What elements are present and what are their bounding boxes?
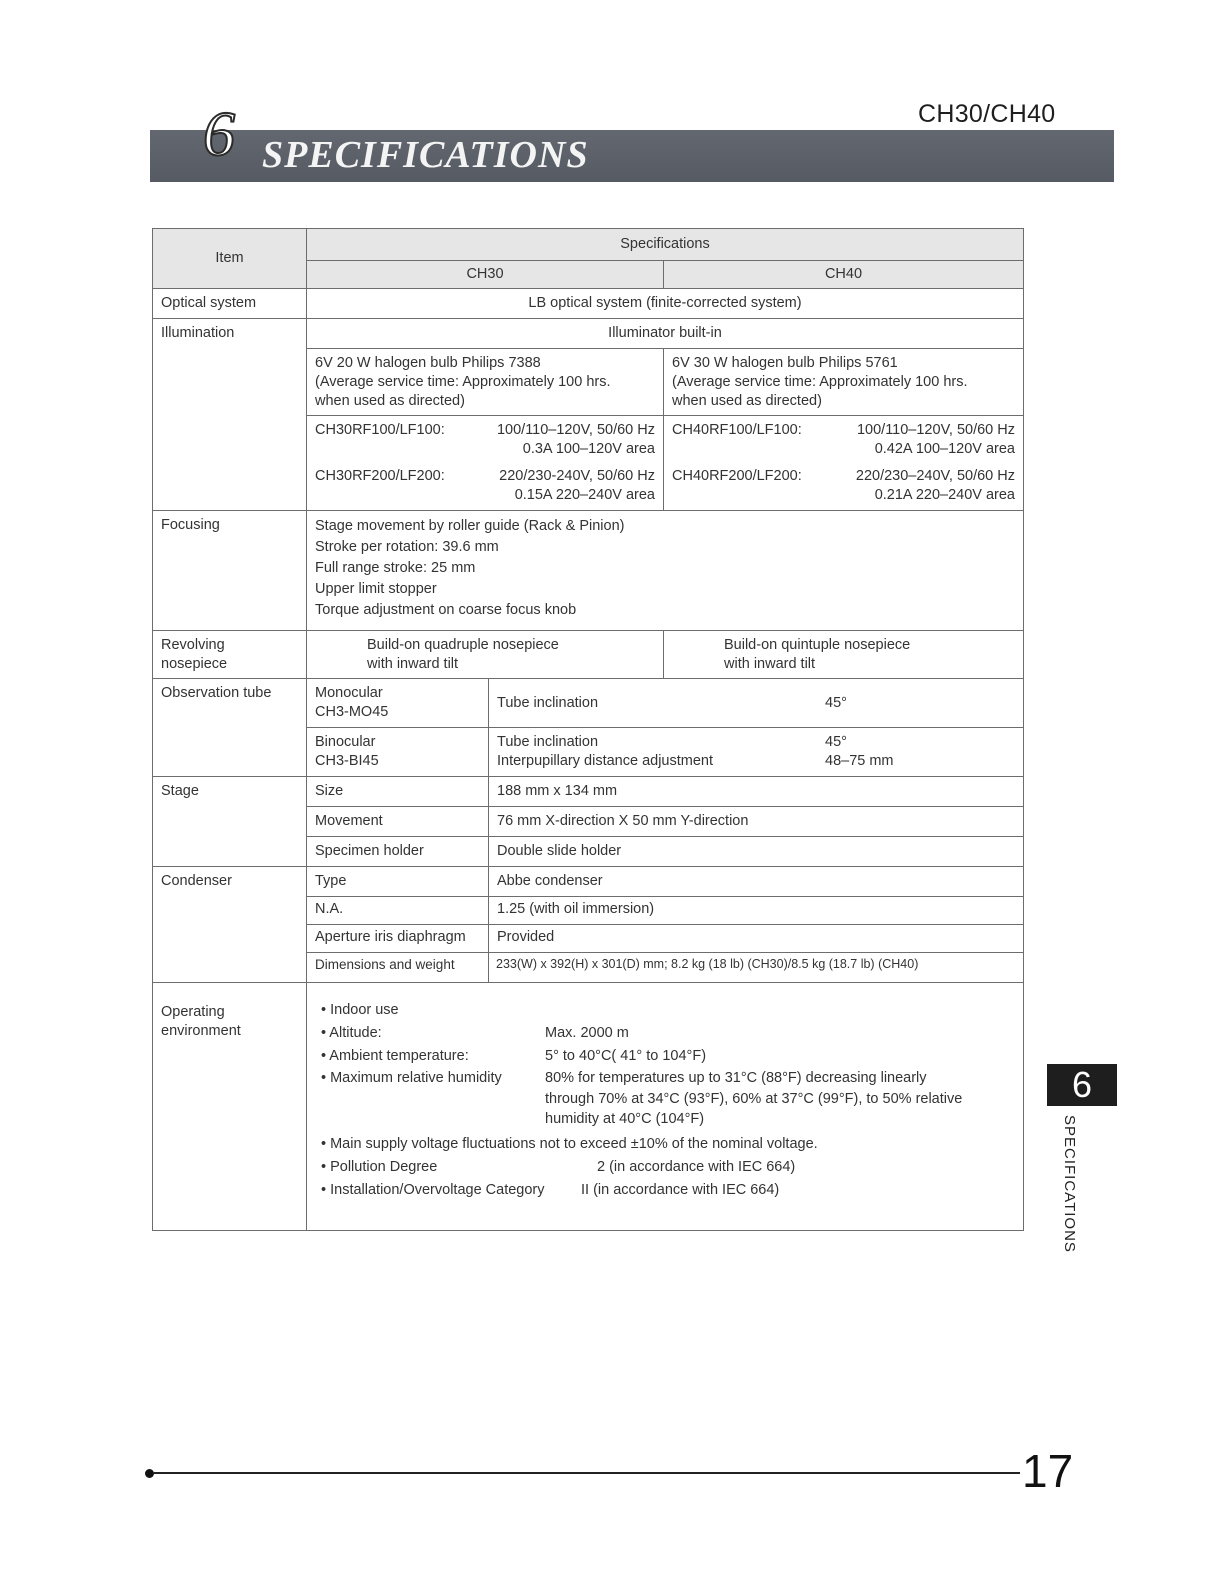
illumination-ch30-bulb: 6V 20 W halogen bulb Philips 7388 (Average service time: Approximately 100 hrs. when used as directed) <box>307 348 664 416</box>
row-label-focusing: Focusing <box>153 510 307 630</box>
footer-rule <box>154 1472 1020 1474</box>
specifications-table <box>152 228 1024 1231</box>
stage-key: Movement <box>307 807 489 837</box>
env-supply: • Main supply voltage fluctuations not to exceed ±10% of the nominal voltage. <box>321 1136 818 1153</box>
env-indoor: • Indoor use <box>321 1001 399 1018</box>
stage-key: Size <box>307 777 489 807</box>
env-altitude: • Altitude: Max. 2000 m <box>321 1024 629 1041</box>
header-item: Item <box>153 229 307 289</box>
chapter-number: 6 <box>203 98 235 169</box>
header-ch30: CH30 <box>307 261 664 289</box>
dimensions-key: Dimensions and weight <box>307 952 489 982</box>
illumination-ch30-power: CH30RF100/LF100: 100/110–120V, 50/60 Hz 0.3A 100–120V area CH30RF200/LF200: 220/230-240V, 50/60 Hz 0.15A 220–240V area <box>307 416 664 510</box>
header-ch40: CH40 <box>664 261 1024 289</box>
model-label: CH30/CH40 <box>918 100 1056 128</box>
env-humidity: • Maximum relative humidity 80% for temperatures up to 31°C (88°F) decreasing linearly through 70% at 34°C (93°F), 60% at 37°C (99°F), to 50% relative humidity at 40°C (104°F) <box>321 1070 963 1127</box>
condenser-value: 1.25 (with oil immersion) <box>489 896 1024 924</box>
env-installation: • Installation/Overvoltage Category II (in accordance with IEC 664) <box>321 1182 780 1199</box>
header-specifications: Specifications <box>307 229 1024 261</box>
row-label-condenser: Condenser <box>153 866 307 982</box>
nosepiece-ch40: Build-on quintuple nosepiece with inward tilt <box>664 630 1024 679</box>
observation-monocular: Monocular CH3-MO45 <box>307 679 489 728</box>
condenser-key: Aperture iris diaphragm <box>307 924 489 952</box>
stage-key: Specimen holder <box>307 837 489 867</box>
stage-value: 188 mm x 134 mm <box>489 777 1024 807</box>
footer-bullet-icon <box>145 1469 154 1478</box>
optical-value: LB optical system (finite-corrected system) <box>307 289 1024 319</box>
illumination-ch40-bulb: 6V 30 W halogen bulb Philips 5761 (Average service time: Approximately 100 hrs. when used as directed) <box>664 348 1024 416</box>
row-label-optical: Optical system <box>153 289 307 319</box>
env-pollution: • Pollution Degree 2 (in accordance with IEC 664) <box>321 1159 796 1176</box>
observation-binocular-spec: Tube inclination Interpupillary distance adjustment 45° 48–75 mm <box>489 728 1024 777</box>
focusing-value: Stage movement by roller guide (Rack & Pinion) Stroke per rotation: 39.6 mm Full range stroke: 25 mm Upper limit stopper Torque adjustment on coarse focus knob <box>307 510 1024 630</box>
page-number: 17 <box>1022 1445 1074 1497</box>
illumination-ch40-power: CH40RF100/LF100: 100/110–120V, 50/60 Hz 0.42A 100–120V area CH40RF200/LF200: 220/230–240V, 50/60 Hz 0.21A 220–240V area <box>664 416 1024 510</box>
row-label-illumination: Illumination <box>153 319 307 511</box>
condenser-key: N.A. <box>307 896 489 924</box>
row-label-stage: Stage <box>153 777 307 867</box>
condenser-key: Type <box>307 866 489 896</box>
chapter-title: SPECIFICATIONS <box>262 134 589 176</box>
side-tab-number: 6 <box>1047 1064 1117 1106</box>
row-label-observation: Observation tube <box>153 679 307 777</box>
observation-binocular: Binocular CH3-BI45 <box>307 728 489 777</box>
environment-value <box>307 982 1024 1230</box>
observation-monocular-spec: Tube inclination 45° <box>489 679 1024 728</box>
side-tab-label: SPECIFICATIONS <box>1061 1115 1078 1253</box>
condenser-value: Abbe condenser <box>489 866 1024 896</box>
row-label-environment: Operating environment <box>153 982 307 1230</box>
stage-value: 76 mm X-direction X 50 mm Y-direction <box>489 807 1024 837</box>
env-temperature: • Ambient temperature: 5° to 40°C( 41° to 104°F) <box>321 1048 707 1065</box>
stage-value: Double slide holder <box>489 837 1024 867</box>
condenser-value: Provided <box>489 924 1024 952</box>
row-label-nosepiece: Revolving nosepiece <box>153 630 307 679</box>
nosepiece-ch30: Build-on quadruple nosepiece with inward tilt <box>307 630 664 679</box>
illumination-value: Illuminator built-in <box>307 319 1024 349</box>
dimensions-value: 233(W) x 392(H) x 301(D) mm; 8.2 kg (18 lb) (CH30)/8.5 kg (18.7 lb) (CH40) <box>489 952 1024 982</box>
